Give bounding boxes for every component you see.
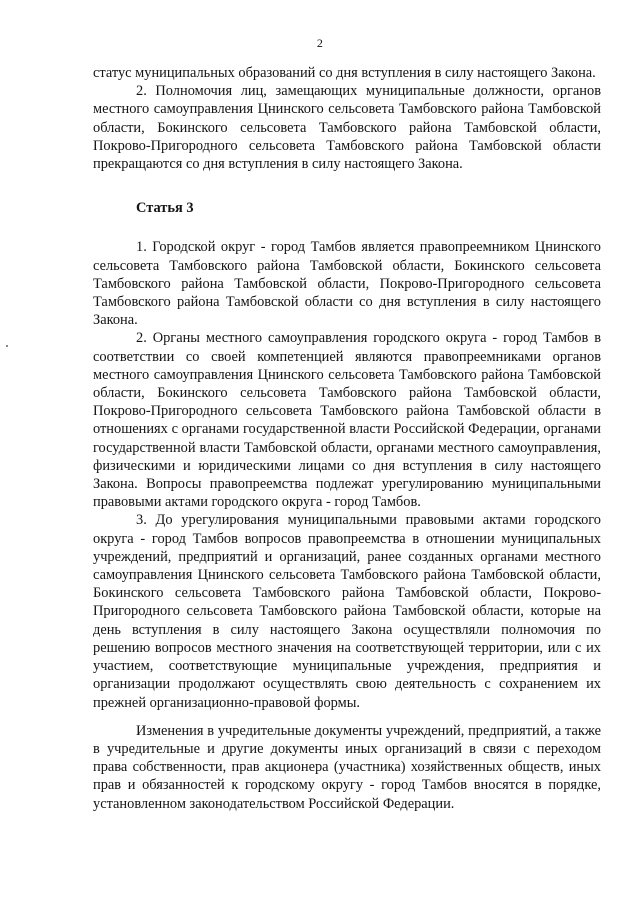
- article-heading: Статья 3: [136, 200, 194, 217]
- paragraph-article3-changes: Изменения в учредительные документы учреждений, предприятий, а также в учредительные и другие документы иных организаций в связи с переходом права собственности, прав акционера (участника) хозяйственных обществ, иных прав и обязанностей к городскому округу - город Тамбов вносятся в порядке, установленном законодательством Российской Федерации.: [93, 722, 601, 812]
- document-body: [93, 64, 601, 813]
- paragraph-gap: [93, 712, 601, 722]
- paragraph-article2-item2: 2. Полномочия лиц, замещающих муниципальные должности, органов местного самоуправления Цнинского сельсовета Тамбовского района Тамбовской области, Бокинского сельсовета Тамбовского района Тамбовской области, Покрово-Пригородного сельсовета Тамбовского района Тамбовской области прекращаются со дня вступления в силу настоящего Закона.: [93, 83, 601, 173]
- paragraph-article3-item2: 2. Органы местного самоуправления городского округа - город Тамбов в соответствии со своей компетенцией являются правопреемниками органов местного самоуправления Цнинского сельсовета Тамбовского района Тамбовской области, Бокинского сельсовета Тамбовского района Тамбовской области, Покрово-Пригородного сельсовета Тамбовского района Тамбовской области в отношениях с органами государственной власти Российской Федерации, органами государственной власти Тамбовской области, органами местного самоуправления, физическими и юридическими лицами со дня вступления в силу настоящего Закона. Вопросы правопреемства подлежат урегулированию муниципальными правовыми актами городского округа - город Тамбов.: [93, 330, 601, 511]
- paragraph-continuation: статус муниципальных образований со дня вступления в силу настоящего Закона.: [93, 65, 596, 81]
- paragraph-article3-item3: 3. До урегулирования муниципальными правовыми актами городского округа - город Тамбов вопросов правопреемства в отношении муниципальных учреждений, предприятий и организаций, ранее созданных органами местного самоуправления Цнинского сельсовета Тамбовского района Тамбовской области, Бокинского сельсовета Тамбовского района Тамбовской области, Покрово-Пригородного сельсовета Тамбовского района Тамбовской области, которые на день вступления в силу настоящего Закона осуществляли полномочия по решению вопросов местного значения на соответствующей территории, или с их участием, соответствующие муниципальные учреждения, предприятия и организации продолжают осуществлять свою деятельность с сохранением их прежней организационно-правовой формы.: [93, 512, 601, 711]
- page-number: 2: [316, 36, 324, 50]
- paragraph-article3-item1: 1. Городской округ - город Тамбов является правопреемником Цнинского сельсовета Тамбовского района Тамбовской области, Бокинского сельсовета Тамбовского района Тамбовской области, Покрово-Пригородного сельсовета Тамбовского района Тамбовской области со дня вступления в силу настоящего Закона.: [93, 239, 601, 329]
- scan-margin-mark: [6, 345, 8, 347]
